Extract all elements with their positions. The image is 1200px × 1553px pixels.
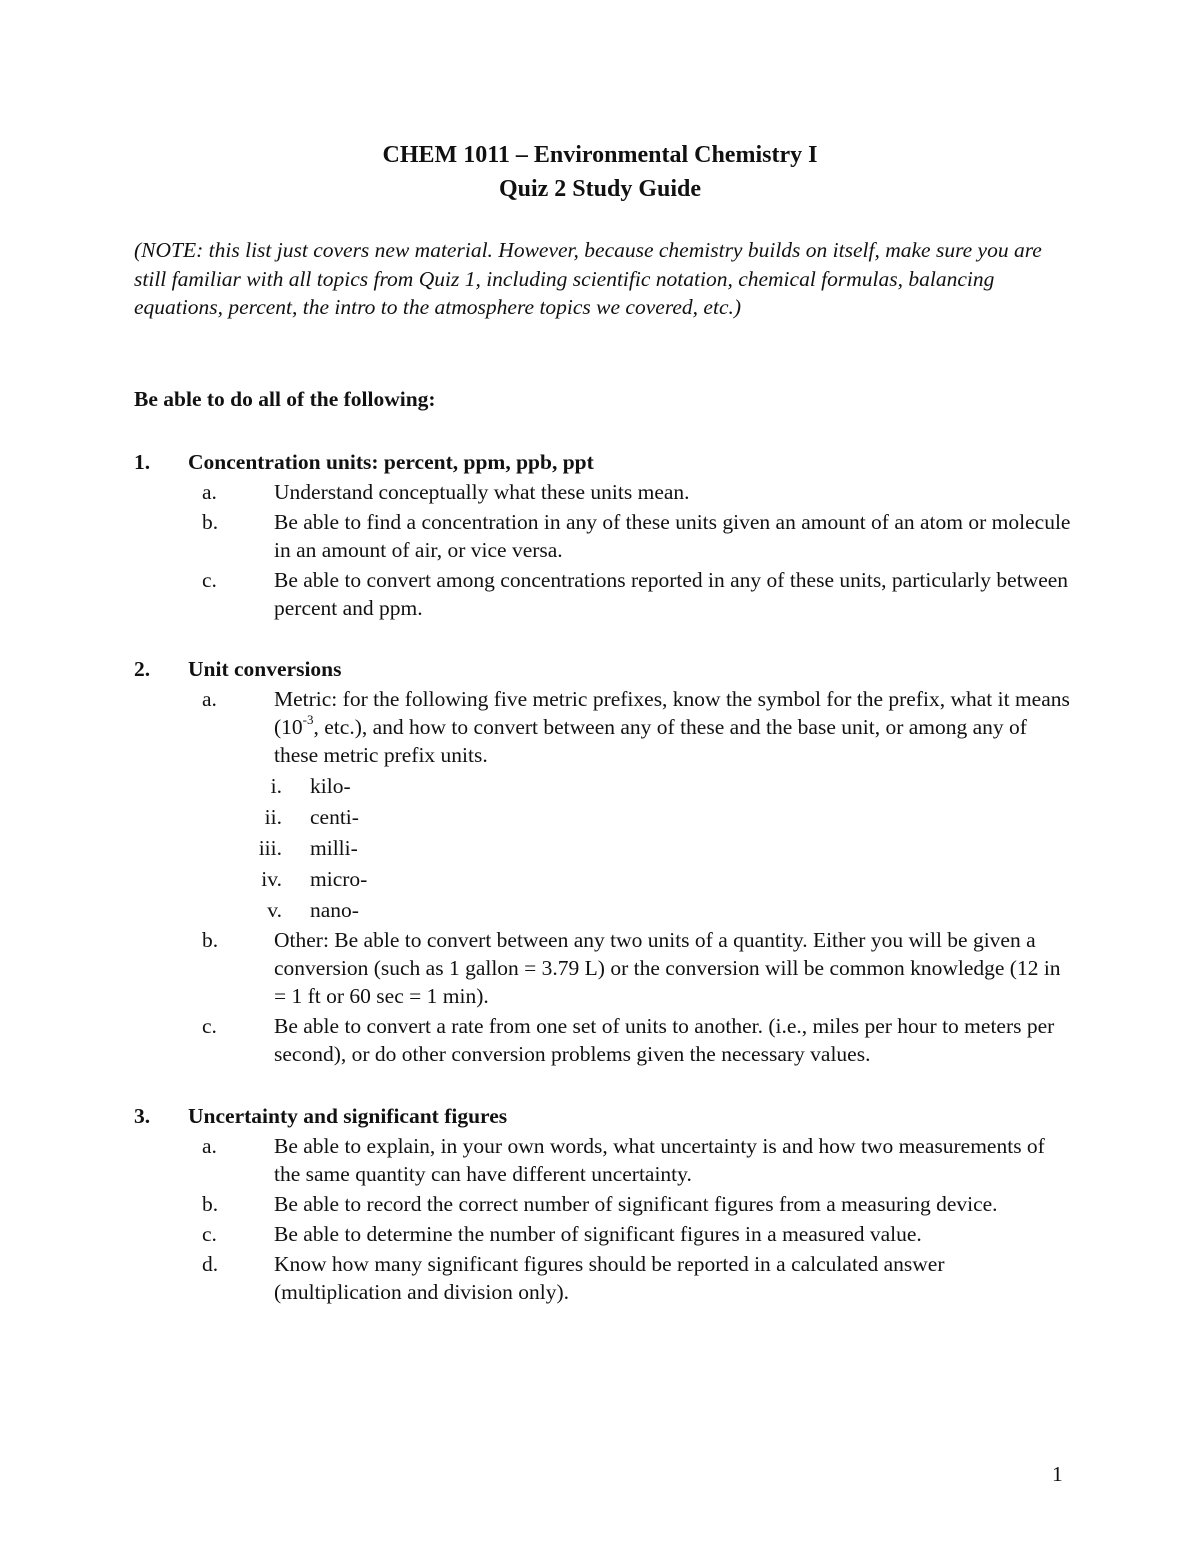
- intro-heading: Be able to do all of the following:: [134, 387, 436, 411]
- prefix-number: iv.: [261, 867, 282, 891]
- section-heading: [134, 655, 1074, 683]
- page-number: 1: [1052, 1462, 1063, 1486]
- document-title: Quiz 2 Study Guide: [498, 176, 702, 202]
- item-letter: c.: [202, 1222, 217, 1246]
- list-item: [134, 1220, 1074, 1248]
- section-title: Uncertainty and significant figures: [188, 1104, 508, 1128]
- item-text: Be able to convert a rate from one set of units to another. (i.e., miles per hour to meters per second), or do other conversion problems given the necessary values.: [274, 1014, 1055, 1066]
- prefix-item: [134, 865, 1074, 893]
- list-item: [134, 685, 1074, 769]
- prefix-item: [134, 834, 1074, 862]
- section-heading: [134, 448, 1074, 476]
- title-block: [0, 138, 1200, 206]
- prefix-item: [134, 772, 1074, 800]
- prefix-text: micro-: [310, 867, 368, 891]
- item-text: Other: Be able to convert between any two units of a quantity. Either you will be given a conversion (such as 1 gallon = 3.79 L) or the conversion will be common knowledge (12 in = 1 ft or 60 sec = 1 min).: [274, 928, 1061, 1008]
- list-item: [134, 508, 1074, 564]
- section-title: Unit conversions: [188, 657, 342, 681]
- prefix-number: v.: [267, 898, 282, 922]
- list-item: [134, 1190, 1074, 1218]
- prefix-text: milli-: [310, 836, 358, 860]
- section-uncertainty-significant-figures: [134, 1102, 1074, 1306]
- prefix-item: [134, 803, 1074, 831]
- item-letter: d.: [202, 1252, 219, 1276]
- item-letter: a.: [202, 1134, 217, 1158]
- item-letter: b.: [202, 928, 219, 952]
- item-text: [274, 685, 1074, 769]
- list-item: [134, 478, 1074, 506]
- exponent: -3: [302, 711, 314, 727]
- prefix-text: kilo-: [310, 774, 351, 798]
- prefix-item: [134, 896, 1074, 924]
- item-letter: a.: [202, 687, 217, 711]
- list-item: [134, 566, 1074, 622]
- section-number: 2.: [134, 657, 151, 681]
- item-text: Be able to record the correct number of significant figures from a measuring device.: [274, 1192, 998, 1216]
- item-text-part: Metric: for the following five metric prefixes, know the symbol for the prefix, what it means (10: [274, 687, 1070, 739]
- section-title: Concentration units: percent, ppm, ppb, ppt: [188, 450, 594, 474]
- course-title: CHEM 1011 – Environmental Chemistry I: [382, 142, 818, 168]
- list-item: [134, 926, 1074, 1010]
- prefix-number: iii.: [258, 836, 282, 860]
- item-text-part: , etc.), and how to convert between any of these and the base unit, or among any of these metric prefix units.: [274, 715, 1027, 767]
- section-unit-conversions: [134, 655, 1074, 1068]
- list-item: [134, 1012, 1074, 1068]
- section-heading: [134, 1102, 1074, 1130]
- list-item: [134, 1250, 1074, 1306]
- item-letter: c.: [202, 568, 217, 592]
- prefix-text: centi-: [310, 805, 359, 829]
- item-text: Be able to find a concentration in any of these units given an amount of an atom or molecule in an amount of air, or vice versa.: [274, 510, 1071, 562]
- section-concentration-units: [134, 448, 1074, 622]
- note-paragraph: (NOTE: this list just covers new material. However, because chemistry builds on itself, make sure you are still familiar with all topics from Quiz 1, including scientific notation, chemical formulas, balancing equations, percent, the intro to the atmosphere topics we covered, etc.): [134, 238, 1042, 319]
- item-letter: a.: [202, 480, 217, 504]
- item-letter: c.: [202, 1014, 217, 1038]
- prefix-number: i.: [270, 774, 282, 798]
- section-number: 3.: [134, 1104, 151, 1128]
- section-number: 1.: [134, 450, 151, 474]
- item-text: Be able to determine the number of significant figures in a measured value.: [274, 1222, 922, 1246]
- item-text: Know how many significant figures should be reported in a calculated answer (multiplication and division only).: [274, 1252, 945, 1304]
- list-item: [134, 1132, 1074, 1188]
- item-text: Be able to explain, in your own words, what uncertainty is and how two measurements of the same quantity can have different uncertainty.: [274, 1134, 1045, 1186]
- prefix-number: ii.: [264, 805, 282, 829]
- item-letter: b.: [202, 1192, 219, 1216]
- prefix-text: nano-: [310, 898, 359, 922]
- item-letter: b.: [202, 510, 219, 534]
- item-text: Be able to convert among concentrations reported in any of these units, particularly between percent and ppm.: [274, 568, 1069, 620]
- item-text: Understand conceptually what these units mean.: [274, 480, 690, 504]
